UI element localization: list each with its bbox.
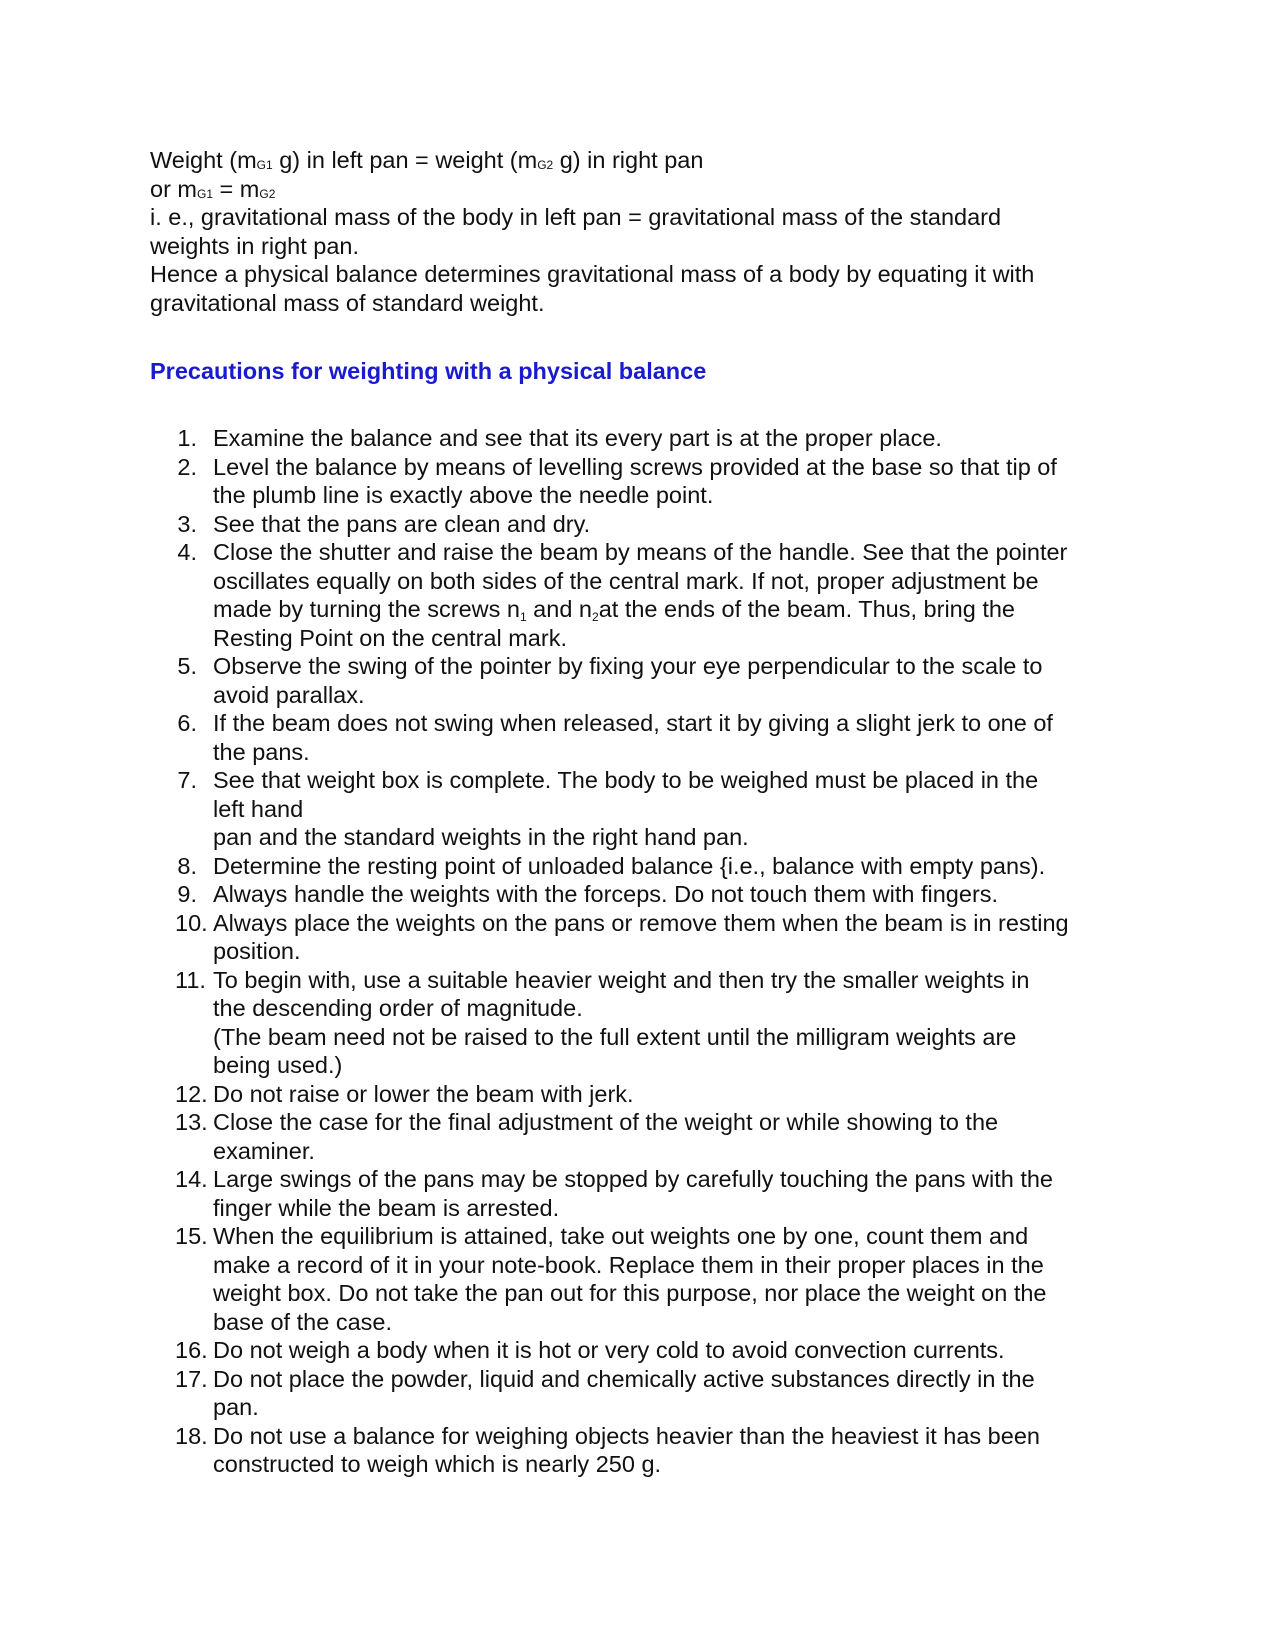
list-item <box>150 652 1130 709</box>
list-item-text: Always handle the weights with the forceps. Do not touch them with fingers. <box>213 881 999 907</box>
list-item-text: constructed to weigh which is nearly 250 g. <box>213 1451 662 1477</box>
text-span: g) in left pan = weight (m <box>272 147 538 173</box>
list-item <box>150 1365 1130 1422</box>
list-item-text: (The beam need not be raised to the full extent until the milligram weights are <box>213 1023 1017 1050</box>
list-item <box>150 1336 1130 1365</box>
list-item-text: Do not raise or lower the beam with jerk. <box>213 1080 634 1107</box>
intro-paragraph <box>150 146 1130 317</box>
list-item-text: pan and the standard weights in the right hand pan. <box>213 824 749 850</box>
text-span: at the ends of the beam. Thus, bring the <box>598 596 1015 622</box>
intro-line-2 <box>150 175 1130 204</box>
list-item <box>150 453 1130 510</box>
list-item-text: weight box. Do not take the pan out for this purpose, nor place the weight on the <box>213 1280 1047 1306</box>
list-number: 1. <box>177 425 197 451</box>
list-item-text: avoid parallax. <box>213 681 365 708</box>
list-item-text: Always place the weights on the pans or remove them when the beam is in resting <box>213 909 1069 936</box>
text-span: = m <box>213 175 260 202</box>
list-item-text: pan. <box>213 1394 259 1420</box>
list-item <box>150 880 1130 909</box>
list-number: 9. <box>177 881 197 907</box>
list-item-text: See that weight box is complete. The body to be weighed must be placed in the <box>213 767 1039 793</box>
list-number: 13. <box>175 1109 208 1135</box>
list-item <box>150 424 1130 453</box>
document-page <box>150 146 1130 1479</box>
list-item-text: the descending order of magnitude. <box>213 995 583 1021</box>
list-item-text: See that the pans are clean and dry. <box>213 510 591 537</box>
subscript: G2 <box>537 158 554 172</box>
list-item-text: Determine the resting point of unloaded balance {i.e., balance with empty pans). <box>213 852 1046 879</box>
list-item-text: Do not place the powder, liquid and chemically active substances directly in the <box>213 1365 1035 1392</box>
list-item-text: Large swings of the pans may be stopped by carefully touching the pans with the <box>213 1166 1053 1192</box>
list-item-text: Level the balance by means of levelling screws provided at the base so that tip of <box>213 453 1057 480</box>
list-item <box>150 966 1130 1080</box>
intro-line-4: weights in right pan. <box>150 232 360 259</box>
list-item-text: Do not use a balance for weighing objects heavier than the heaviest it has been <box>213 1422 1040 1449</box>
list-item-text: Examine the balance and see that its every part is at the proper place. <box>213 425 942 451</box>
list-number: 12. <box>175 1080 208 1107</box>
intro-line-1 <box>150 146 1130 175</box>
list-item-text: finger while the beam is arrested. <box>213 1194 560 1221</box>
list-item-text: To begin with, use a suitable heavier weight and then try the smaller weights in <box>213 966 1030 993</box>
intro-line-5: Hence a physical balance determines gravitational mass of a body by equating it with <box>150 261 1035 287</box>
list-item-text: If the beam does not swing when released, start it by giving a slight jerk to one of <box>213 710 1053 736</box>
subscript: G1 <box>197 186 214 201</box>
text-span: made by turning the screws n <box>213 596 520 622</box>
list-number: 6. <box>177 710 197 736</box>
list-item-text: the pans. <box>213 738 310 765</box>
list-item-text <box>213 595 1130 624</box>
subscript: G2 <box>259 186 276 201</box>
list-number: 5. <box>177 653 197 679</box>
list-item-text: Observe the swing of the pointer by fixing your eye perpendicular to the scale to <box>213 653 1043 679</box>
list-item-text: being used.) <box>213 1052 343 1078</box>
precautions-list <box>150 424 1130 1479</box>
list-item-text: Close the case for the final adjustment of the weight or while showing to the <box>213 1109 999 1135</box>
list-item-text: Close the shutter and raise the beam by means of the handle. See that the pointer <box>213 539 1068 565</box>
list-number: 18. <box>175 1422 208 1449</box>
list-item-text: When the equilibrium is attained, take out weights one by one, count them and <box>213 1223 1029 1249</box>
list-number: 7. <box>177 767 197 793</box>
subscript: G1 <box>256 158 273 172</box>
list-number: 15. <box>175 1223 208 1249</box>
list-item <box>150 852 1130 881</box>
list-item <box>150 538 1130 652</box>
list-number: 2. <box>177 453 197 480</box>
list-item-text: Do not weigh a body when it is hot or very cold to avoid convection currents. <box>213 1337 1005 1363</box>
list-item <box>150 510 1130 539</box>
text-span: and n <box>526 596 592 622</box>
list-item-text: make a record of it in your note-book. Replace them in their proper places in the <box>213 1251 1044 1278</box>
list-number: 4. <box>177 539 197 565</box>
subscript: 1 <box>519 610 527 624</box>
list-number: 16. <box>175 1337 208 1363</box>
list-number: 11. <box>175 966 206 993</box>
list-item <box>150 1222 1130 1336</box>
list-item <box>150 1108 1130 1165</box>
list-item-text: left hand <box>213 795 304 822</box>
list-item <box>150 709 1130 766</box>
text-span: Weight (m <box>150 147 257 173</box>
list-item <box>150 909 1130 966</box>
list-item-text: oscillates equally on both sides of the central mark. If not, proper adjustment be <box>213 567 1039 594</box>
list-number: 3. <box>177 510 197 537</box>
list-item <box>150 766 1130 852</box>
list-item <box>150 1422 1130 1479</box>
list-item-text: Resting Point on the central mark. <box>213 624 567 651</box>
list-item <box>150 1165 1130 1222</box>
list-number: 17. <box>175 1365 208 1392</box>
text-span: g) in right pan <box>553 147 704 173</box>
list-number: 8. <box>177 852 197 879</box>
list-number: 10. <box>175 909 208 936</box>
list-item-text: position. <box>213 938 301 964</box>
list-item-text: examiner. <box>213 1137 315 1164</box>
list-number: 14. <box>175 1166 208 1192</box>
intro-line-6: gravitational mass of standard weight. <box>150 289 545 316</box>
intro-line-3: i. e., gravitational mass of the body in left pan = gravitational mass of the standard <box>150 204 1002 230</box>
list-item <box>150 1080 1130 1109</box>
subscript: 2 <box>592 610 599 624</box>
list-item-text: the plumb line is exactly above the needle point. <box>213 482 714 508</box>
text-span: or m <box>150 175 197 202</box>
list-item-text: base of the case. <box>213 1308 392 1335</box>
section-heading: Precautions for weighting with a physical balance <box>150 358 707 384</box>
